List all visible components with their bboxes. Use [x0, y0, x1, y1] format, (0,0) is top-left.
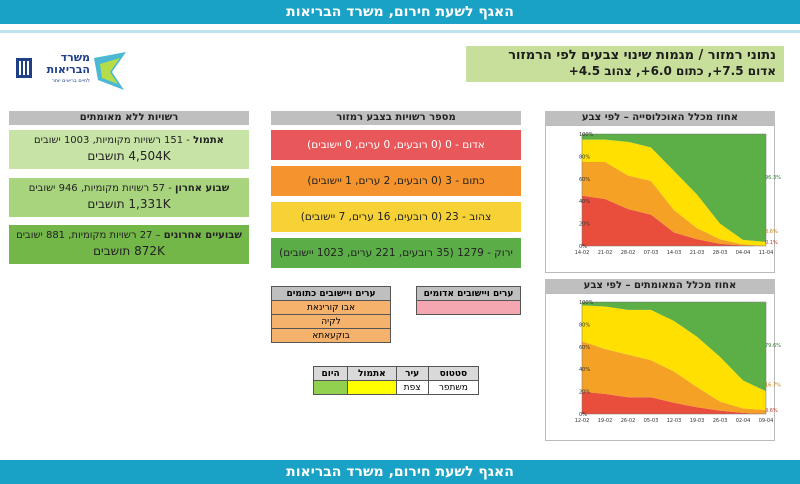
x-tick-label: 26-02	[620, 418, 636, 424]
annotation-label: 3.6%	[765, 407, 778, 414]
chart1-title: אחוז מכלל האוכלוסייה – לפי צבע	[545, 111, 775, 125]
by-color-header: מספר רשויות בצבע רמזור	[271, 111, 521, 125]
y-tick-label: 0%	[579, 244, 587, 250]
city-col-header: עיר	[396, 367, 428, 381]
y-tick-label: 60%	[579, 344, 591, 351]
x-tick-label: 12-02	[574, 418, 590, 424]
annotation-label: 0.1%	[765, 239, 778, 246]
y-tick-label: 100%	[579, 132, 594, 138]
x-tick-label: 09-04	[758, 418, 774, 424]
x-tick-label: 28-03	[712, 250, 728, 256]
unvaccinated-header: רשויות ללא מאומתים	[9, 111, 249, 125]
y-tick-label: 80%	[579, 154, 591, 161]
annotation-label: 79.6%	[765, 342, 781, 349]
y-tick-label: 60%	[579, 176, 591, 183]
annotation-label: 16.7%	[765, 382, 781, 389]
page-title: נתוני רמזור / מגמות שינוי צבעים לפי הרמזור	[508, 48, 776, 63]
yesterday-col-header: אתמול	[348, 367, 396, 381]
red-cities-table	[416, 286, 521, 315]
x-tick-label: 14-02	[574, 250, 590, 256]
unvaccinated-period: שבועיים אחרונים	[163, 230, 242, 241]
y-tick-label: 20%	[579, 389, 591, 396]
footer-bar	[0, 460, 800, 484]
chart-confirmed	[545, 293, 781, 441]
x-tick-label: 28-02	[620, 250, 636, 256]
x-tick-label: 19-03	[689, 418, 705, 424]
chart-confirmed-svg	[546, 294, 781, 440]
x-tick-label: 12-03	[666, 418, 682, 424]
title-box	[466, 46, 784, 82]
x-tick-label: 05-03	[643, 418, 659, 424]
x-tick-label: 11-04	[758, 250, 774, 256]
header-divider	[0, 30, 800, 33]
y-tick-label: 100%	[579, 300, 594, 306]
x-tick-label: 26-03	[712, 418, 728, 424]
red-table-header: ערים ויישובים אדומים	[417, 287, 521, 301]
y-tick-label: 80%	[579, 322, 591, 329]
x-tick-label: 21-03	[689, 250, 705, 256]
footer-title: האגף לשעת חירום, משרד הבריאות	[286, 464, 514, 480]
orange-table-row: אבו קורינאת	[272, 301, 391, 315]
logo-tagline: לחיים בריאים יותר	[51, 78, 90, 84]
x-tick-label: 14-03	[666, 250, 682, 256]
unvaccinated-population: 1,331K תושבים	[87, 197, 171, 211]
x-tick-label: 04-04	[735, 250, 751, 256]
unvaccinated-item	[9, 178, 249, 217]
x-tick-label: 21-02	[597, 250, 613, 256]
orange-cities-table	[271, 286, 391, 343]
today-color-cell	[314, 381, 348, 395]
annotation-label: 3.6%	[765, 229, 778, 236]
chart-population	[545, 125, 781, 273]
yesterday-color-cell	[348, 381, 396, 395]
unvaccinated-detail: - 57 רשויות מקומיות, 946 ישובים	[28, 183, 176, 194]
unvaccinated-item	[9, 130, 249, 169]
unvaccinated-detail: – 27 רשויות מקומיות, 881 ישובים	[16, 230, 164, 241]
x-tick-label: 19-02	[597, 418, 613, 424]
color-count-item: אדום - 0 (0 רובעים, 0 ערים, 0 יישובים)	[271, 130, 521, 160]
y-tick-label: 40%	[579, 367, 591, 374]
color-count-item: ירוק - 1279 (35 רובעים, 221 ערים, 1023 יישובים)	[271, 238, 521, 268]
ministry-logo	[12, 50, 132, 92]
color-count-item: צהוב - 23 (0 רובעים, 16 ערים, 7 יישובים)	[271, 202, 521, 232]
status-cell: משתפר	[428, 381, 478, 395]
color-count-item: כתום - 3 (0 רובעים, 2 ערים, 1 יישובים)	[271, 166, 521, 196]
city-cell: צפת	[396, 381, 428, 395]
chart2-title: אחוז מכלל המאומתים – לפי צבע	[545, 279, 775, 293]
x-tick-label: 07-03	[643, 250, 659, 256]
unvaccinated-population: 4,504K תושבים	[87, 149, 171, 163]
unvaccinated-detail: - 151 רשויות מקומיות, 1003 ישובים	[34, 135, 194, 146]
orange-table-header: ערים ויישובים כתומים	[272, 287, 391, 301]
red-table-empty-row	[417, 301, 521, 315]
annotation-label: 96.3%	[765, 174, 781, 181]
status-table	[313, 366, 479, 395]
chart-population-svg	[546, 126, 781, 272]
header-title: האגף לשעת חירום, משרד הבריאות	[286, 4, 514, 20]
unvaccinated-population: 872K תושבים	[93, 244, 165, 258]
unvaccinated-period: שבוע אחרון	[175, 183, 230, 194]
today-col-header: היום	[314, 367, 348, 381]
unvaccinated-item	[9, 225, 249, 264]
orange-table-row: לקיה	[272, 315, 391, 329]
y-tick-label: 20%	[579, 221, 591, 228]
thresholds: אדום 7.5+, כתום 6.0+, צהוב 4.5+	[568, 64, 776, 78]
logo-name: משרד הבריאות	[46, 51, 90, 76]
y-tick-label: 0%	[579, 412, 587, 418]
header-bar	[0, 0, 800, 24]
status-col-header: סטטוס	[428, 367, 478, 381]
unvaccinated-period: אתמול	[193, 135, 224, 146]
x-tick-label: 02-04	[735, 418, 751, 424]
y-tick-label: 40%	[579, 199, 591, 206]
orange-table-row: בוקעאתא	[272, 329, 391, 343]
